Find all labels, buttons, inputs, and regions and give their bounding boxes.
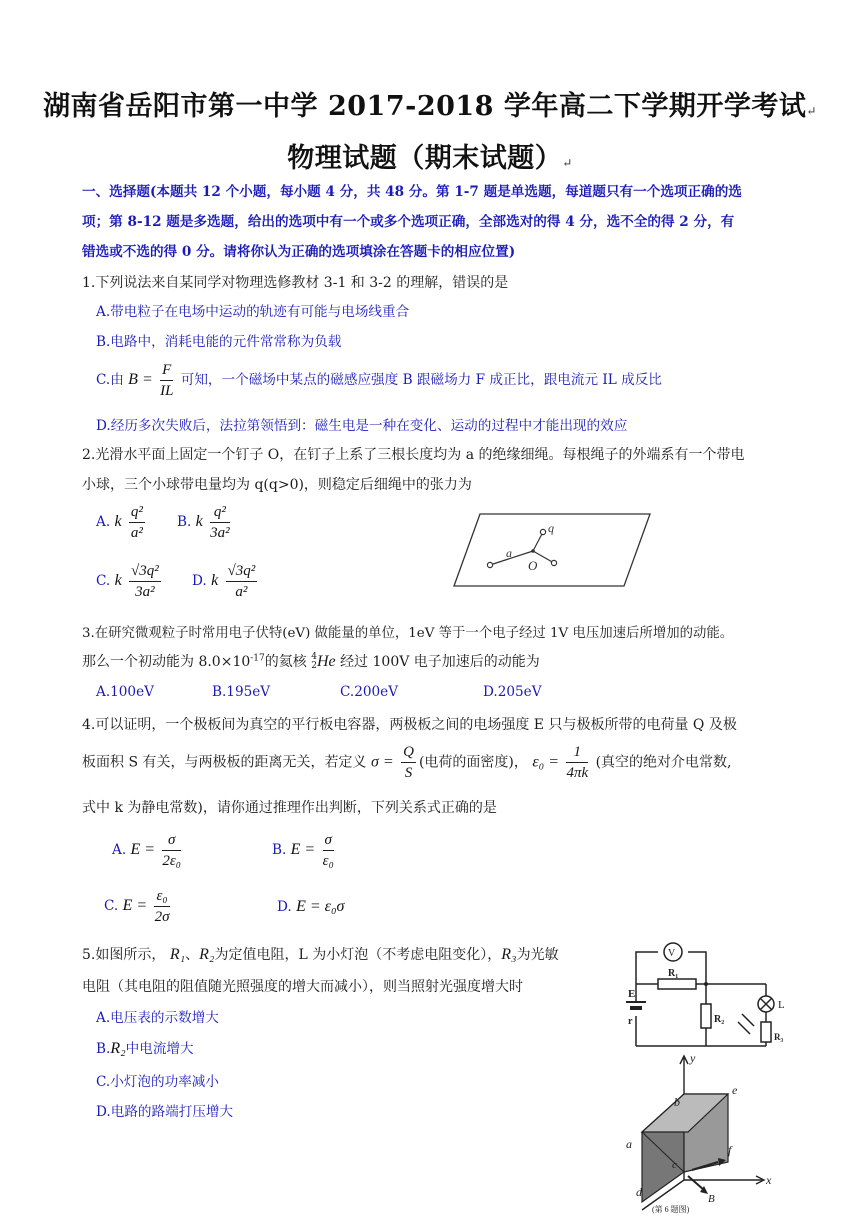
q4-stem2-prefix: 板面积 S 有关，与两极板的距离无关，若定义 <box>82 754 367 771</box>
q5-stem-2: 电阻（其电阻的阻值随光照强度的增大而减小），则当照射光强度增大时 <box>82 979 523 995</box>
q3-stem-suffix: 经过 100V 电子加速后的动能为 <box>340 654 540 670</box>
q1-c-fraction <box>160 360 173 401</box>
q5-r3: R₃ <box>501 946 517 963</box>
q3-exponent: -17 <box>250 653 265 664</box>
q1-c-denominator: IL <box>160 383 174 399</box>
q2-figure-plane <box>452 508 652 590</box>
q4-eps-numerator: 1 <box>566 742 588 763</box>
nail-o <box>531 549 535 553</box>
charge-right <box>551 560 556 565</box>
label-f: f <box>728 1143 732 1157</box>
charge-top <box>540 529 545 534</box>
q1-option-c <box>96 360 662 401</box>
q3-atomic-number: 2 <box>311 661 317 671</box>
q5-b-label: B. <box>96 1041 111 1057</box>
q1-stem: 1.下列说法来自某同学对物理选修教材 3-1 和 3-2 的理解，错误的是 <box>82 275 509 291</box>
page-subtitle <box>0 136 860 175</box>
q2-d-label: D. <box>192 573 207 589</box>
q2-option-c <box>96 561 164 602</box>
q1-c-lhs: B = <box>128 371 153 388</box>
label-c: c <box>672 1159 677 1171</box>
q4-b-lhs: E = <box>290 841 316 858</box>
q4-d-expression: E = ε₀σ <box>296 898 345 915</box>
q2-b-numerator: q² <box>210 502 230 523</box>
q3-option-b: B.195eV <box>212 684 271 700</box>
q2-a-numerator: q² <box>129 502 145 523</box>
q5-b-r2: R₂ <box>110 1040 126 1057</box>
resistor-r2 <box>701 1004 711 1028</box>
q4-stem2-middle: (电荷的面密度)， <box>418 754 528 771</box>
q5-stem1-prefix: 5.如图所示， <box>82 947 166 963</box>
q4-sigma-denominator: S <box>404 765 413 781</box>
return-mark: ↵ <box>562 156 573 170</box>
label-o: O <box>528 558 538 573</box>
label-e: E <box>628 988 636 1000</box>
section-line-1: 一、选择题(本题共 12 个小题，每小题 4 分，共 48 分。第 1-7 题是单选题，每道题只有一个选项正确的选 <box>82 184 742 200</box>
q5-option-a: A.电压表的示数增大 <box>96 1010 219 1026</box>
q4-a-lhs: E = <box>130 841 156 858</box>
q3-energy-prefix: 那么一个初动能为 8.0×10 <box>82 654 251 670</box>
q2-c-denominator: 3a² <box>135 584 155 600</box>
q4-eps-fraction <box>566 742 588 783</box>
q4-a-numerator: σ <box>162 830 181 851</box>
label-x: x <box>766 1173 772 1187</box>
q4-stem-3: 式中 k 为静电常数)，请你通过推理作出判断，下列关系式正确的是 <box>82 800 497 816</box>
q5-option-c: C.小灯泡的功率减小 <box>96 1074 219 1090</box>
q4-eps-denominator: 4πk <box>566 765 589 781</box>
q4-sigma-lhs: σ = <box>370 753 394 771</box>
q2-stem-2: 小球，三个小球带电量均为 q(q>0)，则稳定后细绳中的张力为 <box>82 477 472 493</box>
q2-c-numerator: √3q² <box>129 561 161 582</box>
q4-sigma-fraction <box>401 742 416 783</box>
q5-b-text: 中电流增大 <box>125 1041 194 1057</box>
q2-a-denominator: a² <box>130 525 143 541</box>
q5-option-d: D.电路的路端打压增大 <box>96 1104 234 1120</box>
q2-d-denominator: a² <box>235 584 248 600</box>
q2-c-k: k <box>114 572 122 589</box>
page-title <box>0 84 860 123</box>
wire-top-left <box>636 952 658 984</box>
light-arrow-1 <box>742 1014 754 1026</box>
arrow-b <box>688 1176 704 1190</box>
resistor-r3 <box>761 1022 771 1042</box>
q1-option-d: D.经历多次失败后，法拉第领悟到：磁生电是一种在变化、运动的过程中才能出现的效应 <box>96 418 628 434</box>
q5-stem1-middle: 为定值电阻，L 为小灯泡（不考虑电阻变化）， <box>214 947 502 963</box>
q5-separator: 、 <box>185 947 200 963</box>
q5-r1: R₁ <box>169 946 186 963</box>
q2-b-label: B. <box>177 514 192 530</box>
label-d: d <box>636 1185 642 1199</box>
q4-b-fraction <box>323 830 334 871</box>
q4-b-label: B. <box>272 842 287 858</box>
q4-c-fraction <box>154 886 169 927</box>
figure-caption: (第 6 题图) <box>652 1205 690 1214</box>
label-a: a <box>506 546 512 560</box>
label-b: b <box>674 1095 680 1109</box>
q3-helium-word: 的氦核 <box>264 654 307 670</box>
junction-dot <box>704 982 708 986</box>
q2-b-fraction <box>210 502 230 543</box>
label-b-field: B <box>708 1193 715 1205</box>
q4-a-denominator: 2ε₀ <box>162 853 182 869</box>
section-instructions <box>82 180 792 264</box>
q4-option-a <box>112 830 184 871</box>
q4-b-numerator: σ <box>323 830 334 851</box>
q4-option-b <box>272 830 337 871</box>
section-line-2: 项；第 8-12 题是多选题，给出的选项中有一个或多个选项正确，全部选对的得 4 分，选不全的得 2 分，有 <box>82 214 735 230</box>
q3-option-c: C.200eV <box>340 684 399 700</box>
q5-r2: R₂ <box>199 946 215 963</box>
q1-c-numerator: F <box>160 360 173 381</box>
q1-c-suffix: 可知，一个磁场中某点的磁感应强度 B 跟磁场力 F 成正比，跟电流元 IL 成反比 <box>180 372 662 388</box>
q4-option-c <box>104 886 173 927</box>
q2-d-k: k <box>211 572 219 589</box>
resistor-r1 <box>658 979 696 989</box>
q2-a-k: k <box>114 513 122 530</box>
q5-circuit-figure <box>618 942 798 1050</box>
q1-option-a: A.带电粒子在电场中运动的轨迹有可能与电场线重合 <box>96 304 410 320</box>
section-line-3: 错选或不选的得 0 分。请将你认为正确的选项填涂在答题卡的相应位置) <box>82 244 516 260</box>
q2-a-fraction <box>129 502 145 543</box>
q2-b-denominator: 3a² <box>210 525 230 541</box>
q4-stem-1: 4.可以证明，一个极板间为真空的平行板电容器，两极板之间的电场强度 E 只与极板所带的电荷量 Q 及极 <box>82 717 737 733</box>
q3-option-a: A.100eV <box>96 684 154 700</box>
label-r: r <box>628 1016 633 1027</box>
label-e: e <box>732 1083 738 1097</box>
q2-stem-1: 2.光滑水平面上固定一个钉子 O，在钉子上系了三根长度均为 a 的绝缘细绳。每根绳子的外端系有一个带电 <box>82 447 745 463</box>
q5-stem-1 <box>82 944 559 964</box>
label-r3: R₃ <box>774 1032 784 1042</box>
charge-left <box>487 562 492 567</box>
q3-stem-1: 3.在研究微观粒子时常用电子伏特(eV) 做能量的单位，1eV 等于一个电子经过 1V 电压加速后所增加的动能。 <box>82 626 734 641</box>
q2-option-a <box>96 502 148 543</box>
q4-stem2-suffix: (真空的绝对介电常数, <box>595 754 732 771</box>
q4-option-d <box>277 898 344 916</box>
q2-c-fraction <box>129 561 161 602</box>
wire-top-right <box>688 952 706 982</box>
label-a: a <box>626 1137 632 1151</box>
label-r2: R₂ <box>714 1014 725 1025</box>
label-q: q <box>548 521 554 535</box>
q4-c-denominator: 2σ <box>154 909 170 925</box>
string-top <box>533 532 543 551</box>
q4-eps-lhs: ε₀ = <box>532 753 559 771</box>
q2-option-b <box>177 502 233 543</box>
q4-b-denominator: ε₀ <box>322 853 334 869</box>
q2-c-label: C. <box>96 573 111 589</box>
q1-c-prefix: C.由 <box>96 372 124 388</box>
q6-figure <box>612 1050 790 1214</box>
return-mark: ↵ <box>806 104 817 118</box>
label-v: V <box>668 948 676 959</box>
q4-sigma-numerator: Q <box>401 742 416 763</box>
label-r1: R₁ <box>668 968 679 979</box>
q4-c-label: C. <box>104 898 119 914</box>
q1-option-b: B.电路中，消耗电能的元件常常称为负载 <box>96 334 342 350</box>
title-line-2: 物理试题（期末试题） <box>287 143 563 174</box>
light-arrow-2 <box>738 1022 750 1034</box>
q4-stem-2 <box>82 742 732 783</box>
q5-option-b <box>96 1037 194 1058</box>
q5-stem1-suffix: 为光敏 <box>516 947 559 963</box>
q4-c-lhs: E = <box>122 897 148 914</box>
q2-d-fraction <box>226 561 258 602</box>
q4-a-label: A. <box>112 842 127 858</box>
q3-mass-number: 4 <box>311 652 317 662</box>
q3-he-symbol: He <box>316 653 336 670</box>
q2-b-k: k <box>195 513 203 530</box>
q4-d-label: D. <box>277 899 292 915</box>
q4-c-numerator: ε₀ <box>154 886 169 907</box>
label-y: y <box>690 1051 696 1065</box>
title-line-1: 湖南省岳阳市第一中学 2017-2018 学年高二下学期开学考试 <box>43 91 807 122</box>
q4-a-fraction <box>162 830 181 871</box>
label-l: L <box>778 999 785 1011</box>
q2-d-numerator: √3q² <box>226 561 258 582</box>
q2-option-d <box>192 561 260 602</box>
q3-stem-2 <box>82 651 540 671</box>
q3-option-d: D.205eV <box>483 684 542 700</box>
q2-a-label: A. <box>96 514 111 530</box>
